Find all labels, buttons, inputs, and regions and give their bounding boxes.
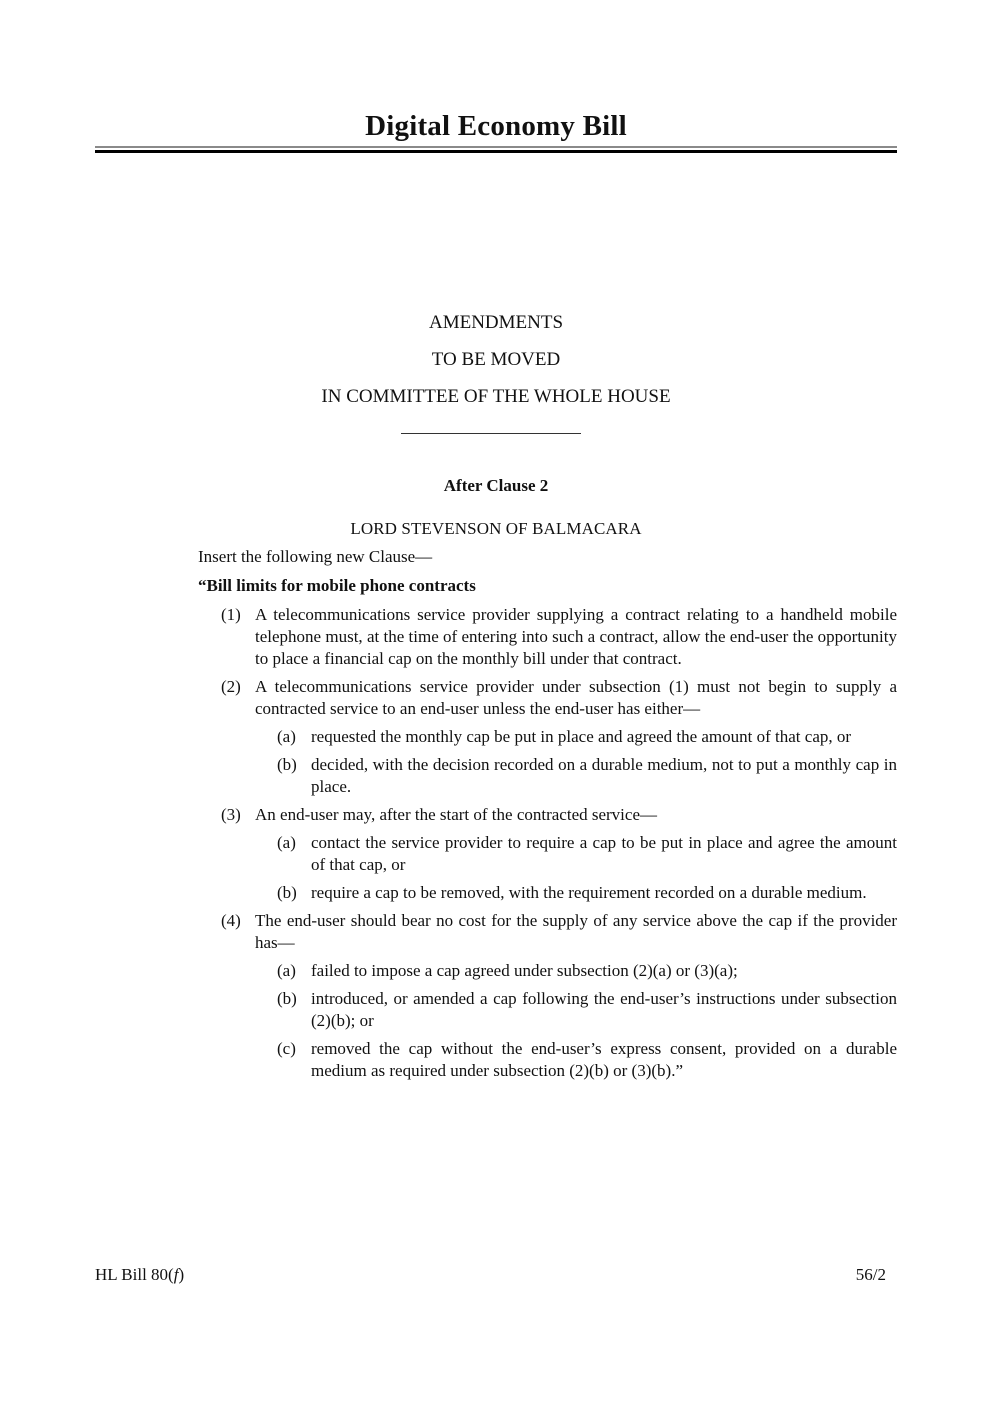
paragraph-2b — [255, 754, 897, 798]
new-clause-title: “Bill limits for mobile phone contracts — [198, 576, 476, 595]
amendment-body — [198, 546, 897, 1088]
subsection-1 — [198, 604, 897, 670]
paragraph-2a — [255, 726, 897, 748]
paragraph-text: failed to impose a cap agreed under subsection (2)(a) or (3)(a); — [311, 961, 738, 980]
title-rule-thin — [95, 146, 897, 148]
title-rule-thick — [95, 150, 897, 153]
bill-reference — [95, 1264, 184, 1286]
paragraph-text: introduced, or amended a cap following the end-user’s instructions under subsection (2)(b); or — [311, 989, 897, 1030]
paragraph-letter: (c) — [277, 1039, 296, 1058]
subsection-number: (3) — [221, 805, 241, 824]
paragraph-letter: (a) — [277, 833, 296, 852]
subsection-text: An end-user may, after the start of the contracted service— — [255, 805, 657, 824]
paragraph-4b — [255, 988, 897, 1032]
paragraph-letter: (b) — [277, 883, 297, 902]
section-divider — [401, 433, 581, 434]
paragraph-4a — [255, 960, 897, 982]
header-line-committee: IN COMMITTEE OF THE WHOLE HOUSE — [321, 386, 671, 407]
subsection-text: A telecommunications service provider under subsection (1) must not begin to supply a contracted service to an end-user unless the end-user has either— — [255, 677, 897, 718]
paragraph-3a — [255, 832, 897, 876]
member-name: LORD STEVENSON OF BALMACARA — [350, 519, 642, 538]
bill-ref-prefix: HL Bill 80( — [95, 1265, 174, 1284]
paragraph-letter: (b) — [277, 755, 297, 774]
subsection-3 — [198, 804, 897, 904]
bill-ref-italic: f — [173, 1265, 179, 1284]
page-reference: 56/2 — [855, 1265, 886, 1284]
subsection-text: The end-user should bear no cost for the supply of any service above the cap if the provider has— — [255, 911, 897, 952]
paragraph-text: decided, with the decision recorded on a durable medium, not to put a monthly cap in place. — [311, 755, 897, 796]
paragraph-letter: (b) — [277, 989, 297, 1008]
subsection-text: A telecommunications service provider supplying a contract relating to a handheld mobile telephone must, at the time of entering into such a contract, allow the end-user the opportunity to place a financial cap on the monthly bill under that contract. — [255, 605, 897, 668]
paragraph-3b — [255, 882, 897, 904]
header-line-to-be-moved: TO BE MOVED — [431, 349, 561, 370]
paragraph-letter: (a) — [277, 961, 296, 980]
paragraph-text: requested the monthly cap be put in place and agreed the amount of that cap, or — [311, 727, 852, 746]
header-line-amendments: AMENDMENTS — [428, 312, 564, 333]
amendment-position: After Clause 2 — [443, 476, 549, 495]
paragraph-text: removed the cap without the end-user’s express consent, provided on a durable medium as required under subsection (2)(b) or (3)(b).” — [311, 1039, 897, 1080]
paragraph-text: contact the service provider to require a cap to be put in place and agree the amount of that cap, or — [311, 833, 897, 874]
insert-instruction: Insert the following new Clause— — [198, 547, 433, 566]
subsection-4 — [198, 910, 897, 1082]
subsection-number: (2) — [221, 677, 241, 696]
paragraph-text: require a cap to be removed, with the requirement recorded on a durable medium. — [311, 883, 867, 902]
document-title: Digital Economy Bill — [365, 110, 627, 142]
subsection-number: (1) — [221, 605, 241, 624]
subsection-2 — [198, 676, 897, 798]
bill-ref-suffix: ) — [178, 1265, 185, 1284]
paragraph-letter: (a) — [277, 727, 296, 746]
subsection-number: (4) — [221, 911, 241, 930]
amendments-header — [95, 304, 897, 415]
paragraph-4c — [255, 1038, 897, 1082]
